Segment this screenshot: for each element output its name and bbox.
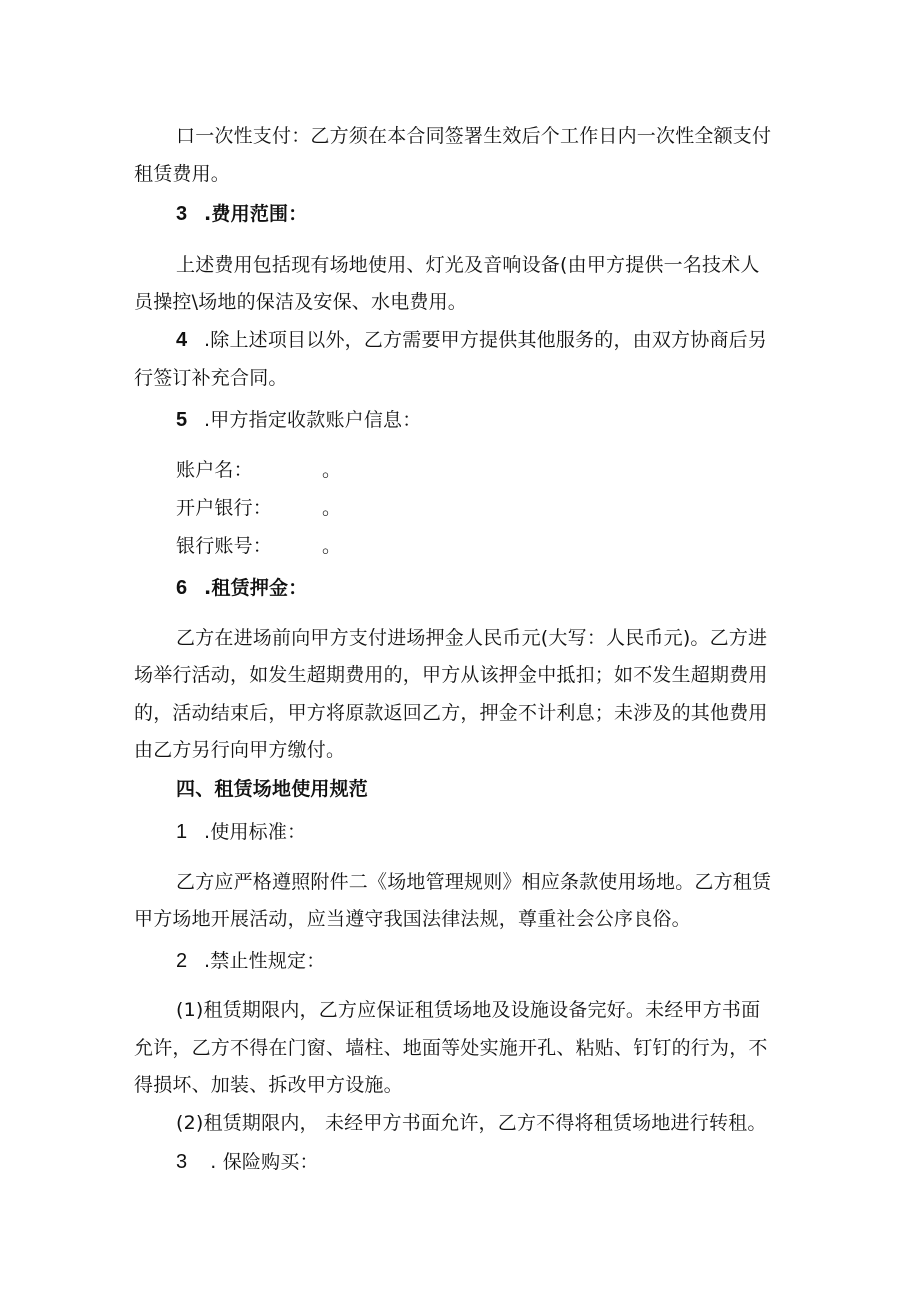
deposit-text3: 的，活动结束后，甲方将原款返回乙方，押金不计利息；未涉及的其他费用 (134, 702, 768, 724)
deposit-line4 (134, 738, 345, 762)
item5-number: 5 (176, 409, 188, 431)
item4-text1: .除上述项目以外，乙方需要甲方提供其他服务的，由双方协商后另 (204, 329, 768, 351)
prohibit1-line2 (134, 1036, 768, 1060)
s4-item3-title: . 保险购买： (204, 1151, 319, 1173)
item6-heading (176, 576, 307, 600)
s4-item1-number: 1 (176, 821, 188, 843)
payment-once-text1: 口一次性支付：乙方须在本合同签署生效后个工作日内一次性全额支付 (176, 125, 772, 147)
item3-title: .费用范围： (204, 203, 308, 225)
item3-number: 3 (176, 203, 188, 225)
section4-title-text: 四、租赁场地使用规范 (176, 778, 369, 800)
deposit-text4: 由乙方另行向甲方缴付。 (134, 739, 346, 761)
scope-line1 (176, 253, 760, 277)
s4-item3-heading (176, 1150, 319, 1174)
standard-text2: 甲方场地开展活动，应当遵守我国法律法规，尊重社会公序良俗。 (134, 908, 691, 930)
item6-title: .租赁押金： (204, 577, 308, 599)
payment-once-text2: 租赁费用。 (134, 163, 231, 185)
prohibit1-line1 (176, 998, 760, 1022)
deposit-text1: 乙方在进场前向甲方支付进场押金人民币元(大写：人民币元)。乙方进 (176, 627, 768, 649)
payment-once-line1 (176, 124, 771, 148)
s4-item2-number: 2 (176, 950, 188, 972)
item4-line1 (176, 328, 767, 352)
prohibit1-text3: 得损坏、加装、拆改甲方设施。 (134, 1074, 403, 1096)
account-bank-value: 。 (322, 497, 342, 519)
deposit-line1 (176, 626, 767, 650)
item3-heading (176, 202, 307, 226)
standard-line1 (176, 870, 771, 894)
standard-line2 (134, 907, 691, 931)
item4-text2: 行签订补充合同。 (134, 367, 288, 389)
deposit-line2 (134, 663, 768, 687)
standard-text1: 乙方应严格遵照附件二《场地管理规则》相应条款使用场地。乙方租赁 (176, 871, 772, 893)
account-number-row (176, 534, 341, 558)
prohibit1-text2: 允许，乙方不得在门窗、墙柱、地面等处实施开孔、粘贴、钉钉的行为，不 (134, 1037, 768, 1059)
deposit-text2: 场举行活动，如发生超期费用的，甲方从该押金中抵扣；如不发生超期费用 (134, 664, 768, 686)
prohibit2-line1 (176, 1111, 767, 1135)
section4-title (176, 777, 368, 801)
item6-number: 6 (176, 577, 188, 599)
account-name-value: 。 (322, 459, 342, 481)
item5-heading (176, 408, 421, 432)
item4-number: 4 (176, 329, 188, 351)
item4-line2 (134, 366, 288, 390)
deposit-line3 (134, 701, 768, 725)
account-number-value: 。 (322, 535, 342, 557)
s4-item2-title: .禁止性规定： (204, 950, 326, 972)
account-number-label: 银行账号： (176, 535, 273, 557)
s4-item1-title: .使用标准： (204, 821, 307, 843)
payment-once-line2 (134, 162, 230, 186)
account-bank-label: 开户银行： (176, 497, 273, 519)
prohibit1-line3 (134, 1073, 403, 1097)
scope-line2 (134, 290, 467, 314)
scope-text1: 上述费用包括现有场地使用、灯光及音响设备(由甲方提供一名技术人 (176, 254, 760, 276)
prohibit1-text1: (1)租赁期限内，乙方应保证租赁场地及设施设备完好。未经甲方书面 (176, 999, 761, 1021)
account-bank-row (176, 496, 341, 520)
account-name-label: 账户名： (176, 459, 253, 481)
s4-item3-number: 3 (176, 1151, 188, 1173)
item5-title: .甲方指定收款账户信息： (204, 409, 422, 431)
s4-item2-heading (176, 949, 325, 973)
scope-text2: 员操控\场地的保洁及安保、水电费用。 (134, 291, 468, 313)
s4-item1-heading (176, 820, 306, 844)
prohibit2-text1: (2)租赁期限内， 未经甲方书面允许，乙方不得将租赁场地进行转租。 (176, 1112, 767, 1134)
account-name-row (176, 458, 341, 482)
